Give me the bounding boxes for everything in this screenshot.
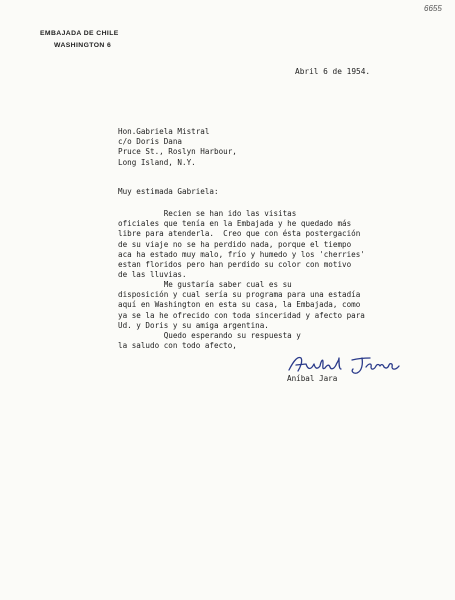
handwritten-signature <box>286 352 406 376</box>
body-paragraph-1: Recien se han ido las visitas oficiales que tenía en la Embajada y he quedado más libre para atenderla. Creo que con ésta postergación de su viaje no se ha perdido nada, porque el tiempo aca ha estado muy malo, frío y humedo y los 'cherries' estan floridos pero han perdido su color con motivo de las lluvias. <box>118 209 365 280</box>
signer-name: Aníbal Jara <box>287 374 338 383</box>
letterhead-city: WASHINGTON 6 <box>54 42 112 49</box>
body-paragraph-3: Quedo esperando su respuesta y la saludo con todo afecto, <box>118 331 301 351</box>
recipient-line: Pruce St., Roslyn Harbour, <box>118 147 237 157</box>
body-paragraph-2: Me gustaría saber cual es su disposición y cual sería su programa para una estadía aquí en Washington en esta su casa, la Embajada, como ya se la he ofrecido con toda sinceridad y afecto para Ud. y Doris y su amiga argentina. <box>118 280 365 330</box>
recipient-line: Hon.Gabriela Mistral <box>118 127 210 136</box>
letterhead-embassy: EMBAJADA DE CHILE <box>40 30 119 37</box>
recipient-line: c/o Doris Dana <box>118 137 183 147</box>
archive-number: 6655 <box>424 4 442 13</box>
recipient-line: Long Island, N.Y. <box>118 157 196 167</box>
recipient-address <box>118 127 237 168</box>
letter-date: Abril 6 de 1954. <box>295 67 371 76</box>
letterhead <box>40 28 119 52</box>
salutation: Muy estimada Gabriela: <box>118 187 219 196</box>
